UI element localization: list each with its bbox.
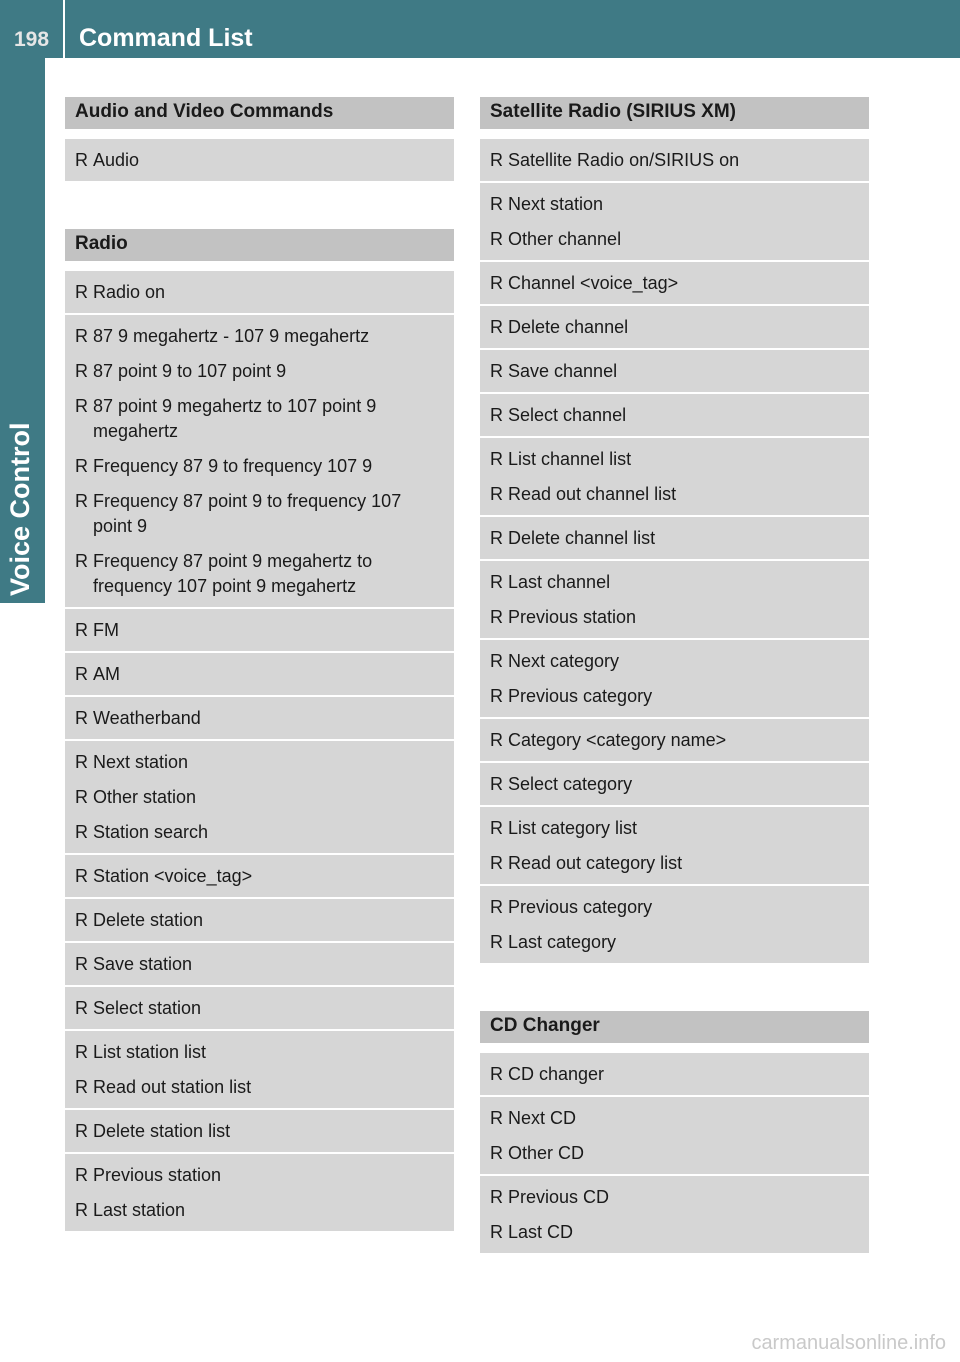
command-text: Last station bbox=[93, 1200, 186, 1220]
bullet-icon: R bbox=[490, 1222, 503, 1242]
command-item bbox=[490, 1185, 859, 1210]
command-text: Station <voice_tag> bbox=[93, 866, 253, 886]
bullet-icon: R bbox=[490, 572, 503, 592]
section-heading: Satellite Radio (SIRIUS XM) bbox=[480, 97, 869, 129]
command-row bbox=[65, 653, 454, 697]
side-tab-label: Voice Control bbox=[5, 422, 35, 596]
bullet-icon: R bbox=[490, 273, 503, 293]
section-satellite-radio-sirius-xm bbox=[480, 97, 869, 965]
section-audio-and-video-commands bbox=[65, 97, 454, 183]
bullet-icon: R bbox=[490, 1108, 503, 1128]
bullet-icon: R bbox=[75, 396, 88, 416]
command-item bbox=[490, 526, 859, 551]
command-item bbox=[490, 930, 859, 955]
command-row bbox=[65, 1110, 454, 1154]
command-item bbox=[490, 772, 859, 797]
command-item bbox=[75, 1198, 444, 1223]
command-text: Previous category bbox=[508, 897, 653, 917]
command-row bbox=[65, 271, 454, 315]
command-text: Read out category list bbox=[508, 853, 683, 873]
command-text: Last CD bbox=[508, 1222, 574, 1242]
bullet-icon: R bbox=[75, 822, 88, 842]
bullet-icon: R bbox=[75, 361, 88, 381]
section-heading: CD Changer bbox=[480, 1011, 869, 1043]
command-row bbox=[480, 807, 869, 886]
command-item bbox=[490, 649, 859, 674]
command-text: Next CD bbox=[508, 1108, 577, 1128]
command-text: Frequency 87 point 9 megahertz to frequency 107 point 9 megahertz bbox=[93, 551, 373, 596]
command-row bbox=[480, 763, 869, 807]
command-row bbox=[65, 899, 454, 943]
command-text: Frequency 87 9 to frequency 107 9 bbox=[93, 456, 373, 476]
bullet-icon: R bbox=[75, 620, 88, 640]
command-item bbox=[490, 192, 859, 217]
bullet-icon: R bbox=[490, 686, 503, 706]
command-item bbox=[75, 324, 444, 349]
command-item bbox=[490, 315, 859, 340]
bullet-icon: R bbox=[490, 1187, 503, 1207]
bullet-icon: R bbox=[75, 1121, 88, 1141]
command-text: 87 9 megahertz - 107 9 megahertz bbox=[93, 326, 370, 346]
bullet-icon: R bbox=[75, 866, 88, 886]
bullet-icon: R bbox=[75, 326, 88, 346]
command-item bbox=[75, 618, 444, 643]
bullet-icon: R bbox=[490, 607, 503, 627]
command-row bbox=[65, 987, 454, 1031]
command-item bbox=[75, 454, 444, 479]
command-text: Select station bbox=[93, 998, 202, 1018]
command-item bbox=[75, 489, 444, 539]
command-item bbox=[75, 706, 444, 731]
command-item bbox=[490, 816, 859, 841]
command-item bbox=[75, 1040, 444, 1065]
command-item bbox=[490, 605, 859, 630]
command-text: Previous category bbox=[508, 686, 653, 706]
section-heading: Radio bbox=[65, 229, 454, 261]
bullet-icon: R bbox=[75, 664, 88, 684]
command-text: Category <category name> bbox=[508, 730, 727, 750]
command-item bbox=[75, 1075, 444, 1100]
command-row bbox=[480, 640, 869, 719]
command-text: Previous station bbox=[508, 607, 637, 627]
page-title: Command List bbox=[79, 24, 253, 52]
command-row bbox=[65, 855, 454, 899]
section-cd-changer bbox=[480, 1011, 869, 1255]
command-item bbox=[75, 1119, 444, 1144]
command-item bbox=[490, 851, 859, 876]
command-item bbox=[490, 1062, 859, 1087]
command-text: Previous CD bbox=[508, 1187, 610, 1207]
command-row bbox=[480, 350, 869, 394]
bullet-icon: R bbox=[490, 361, 503, 381]
command-item bbox=[490, 482, 859, 507]
bullet-icon: R bbox=[490, 1143, 503, 1163]
left-column bbox=[65, 97, 454, 1233]
command-row bbox=[480, 517, 869, 561]
bullet-icon: R bbox=[75, 150, 88, 170]
command-text: Last channel bbox=[508, 572, 611, 592]
bullet-icon: R bbox=[75, 752, 88, 772]
command-row bbox=[65, 139, 454, 183]
bullet-icon: R bbox=[490, 317, 503, 337]
bullet-icon: R bbox=[490, 932, 503, 952]
right-column bbox=[480, 97, 869, 1255]
command-text: Last category bbox=[508, 932, 617, 952]
command-row bbox=[480, 1053, 869, 1097]
command-item bbox=[75, 864, 444, 889]
command-row bbox=[480, 1097, 869, 1176]
bullet-icon: R bbox=[75, 551, 88, 571]
command-text: Other channel bbox=[508, 229, 622, 249]
bullet-icon: R bbox=[490, 818, 503, 838]
bullet-icon: R bbox=[75, 1042, 88, 1062]
command-text: Read out channel list bbox=[508, 484, 677, 504]
command-text: Satellite Radio on/SIRIUS on bbox=[508, 150, 740, 170]
command-row bbox=[65, 741, 454, 855]
bullet-icon: R bbox=[75, 456, 88, 476]
command-row bbox=[65, 1154, 454, 1233]
command-item bbox=[75, 662, 444, 687]
bullet-icon: R bbox=[75, 491, 88, 511]
command-text: Delete channel list bbox=[508, 528, 656, 548]
command-item bbox=[75, 750, 444, 775]
command-item bbox=[490, 1106, 859, 1131]
command-item bbox=[490, 895, 859, 920]
command-text: List station list bbox=[93, 1042, 207, 1062]
command-item bbox=[75, 908, 444, 933]
command-row bbox=[480, 719, 869, 763]
command-text: Delete station bbox=[93, 910, 204, 930]
command-row bbox=[480, 394, 869, 438]
side-tab bbox=[0, 58, 45, 603]
command-text: Next station bbox=[93, 752, 189, 772]
bullet-icon: R bbox=[75, 282, 88, 302]
bullet-icon: R bbox=[490, 730, 503, 750]
bullet-icon: R bbox=[75, 1077, 88, 1097]
bullet-icon: R bbox=[490, 651, 503, 671]
command-item bbox=[490, 1220, 859, 1245]
bullet-icon: R bbox=[75, 708, 88, 728]
command-text: Weatherband bbox=[93, 708, 201, 728]
bullet-icon: R bbox=[75, 787, 88, 807]
bullet-icon: R bbox=[490, 853, 503, 873]
command-row bbox=[480, 886, 869, 965]
command-text: Frequency 87 point 9 to frequency 107 point 9 bbox=[93, 491, 402, 536]
command-text: 87 point 9 to 107 point 9 bbox=[93, 361, 287, 381]
command-item bbox=[490, 728, 859, 753]
section-radio bbox=[65, 229, 454, 1233]
bullet-icon: R bbox=[490, 405, 503, 425]
command-row bbox=[480, 262, 869, 306]
bullet-icon: R bbox=[75, 954, 88, 974]
command-row bbox=[480, 438, 869, 517]
command-text: 87 point 9 megahertz to 107 point 9 megahertz bbox=[93, 396, 377, 441]
bullet-icon: R bbox=[75, 910, 88, 930]
command-item bbox=[75, 785, 444, 810]
command-item bbox=[490, 227, 859, 252]
section-heading: Audio and Video Commands bbox=[65, 97, 454, 129]
command-text: Radio on bbox=[93, 282, 166, 302]
command-item bbox=[75, 820, 444, 845]
command-item bbox=[490, 403, 859, 428]
bullet-icon: R bbox=[490, 1064, 503, 1084]
command-row bbox=[65, 1031, 454, 1110]
bullet-icon: R bbox=[75, 1200, 88, 1220]
page-number: 198 bbox=[14, 28, 50, 51]
command-text: Delete channel bbox=[508, 317, 629, 337]
command-item bbox=[490, 359, 859, 384]
command-text: Other station bbox=[93, 787, 197, 807]
command-item bbox=[75, 394, 444, 444]
bullet-icon: R bbox=[490, 150, 503, 170]
header-divider bbox=[63, 0, 65, 58]
command-text: Delete station list bbox=[93, 1121, 231, 1141]
bullet-icon: R bbox=[75, 998, 88, 1018]
command-row bbox=[65, 697, 454, 741]
command-text: List channel list bbox=[508, 449, 632, 469]
command-item bbox=[75, 148, 444, 173]
bullet-icon: R bbox=[75, 1165, 88, 1185]
bullet-icon: R bbox=[490, 449, 503, 469]
command-text: Select channel bbox=[508, 405, 627, 425]
command-row bbox=[480, 183, 869, 262]
bullet-icon: R bbox=[490, 229, 503, 249]
command-text: Save channel bbox=[508, 361, 618, 381]
command-text: Read out station list bbox=[93, 1077, 252, 1097]
command-row bbox=[480, 306, 869, 350]
command-item bbox=[75, 996, 444, 1021]
command-item bbox=[75, 280, 444, 305]
command-text: List category list bbox=[508, 818, 638, 838]
bullet-icon: R bbox=[490, 774, 503, 794]
command-row bbox=[65, 315, 454, 609]
command-item bbox=[490, 1141, 859, 1166]
command-row bbox=[480, 1176, 869, 1255]
command-item bbox=[75, 952, 444, 977]
command-item bbox=[490, 570, 859, 595]
command-text: Next station bbox=[508, 194, 604, 214]
bullet-icon: R bbox=[490, 194, 503, 214]
command-row bbox=[480, 561, 869, 640]
header-bar bbox=[0, 0, 960, 58]
command-row bbox=[480, 139, 869, 183]
command-item bbox=[490, 148, 859, 173]
command-item bbox=[490, 271, 859, 296]
command-text: FM bbox=[93, 620, 119, 640]
command-row bbox=[65, 609, 454, 653]
command-text: Save station bbox=[93, 954, 193, 974]
command-text: AM bbox=[93, 664, 120, 684]
bullet-icon: R bbox=[490, 484, 503, 504]
command-text: Next category bbox=[508, 651, 620, 671]
command-item bbox=[75, 359, 444, 384]
bullet-icon: R bbox=[490, 528, 503, 548]
command-row bbox=[65, 943, 454, 987]
bullet-icon: R bbox=[490, 897, 503, 917]
command-text: Station search bbox=[93, 822, 209, 842]
watermark: carmanualsonline.info bbox=[751, 1332, 946, 1354]
command-text: CD changer bbox=[508, 1064, 605, 1084]
command-text: Audio bbox=[93, 150, 140, 170]
command-item bbox=[490, 684, 859, 709]
command-item bbox=[75, 549, 444, 599]
command-text: Other CD bbox=[508, 1143, 585, 1163]
command-text: Previous station bbox=[93, 1165, 222, 1185]
command-item bbox=[75, 1163, 444, 1188]
command-text: Channel <voice_tag> bbox=[508, 273, 679, 293]
command-item bbox=[490, 447, 859, 472]
command-text: Select category bbox=[508, 774, 633, 794]
